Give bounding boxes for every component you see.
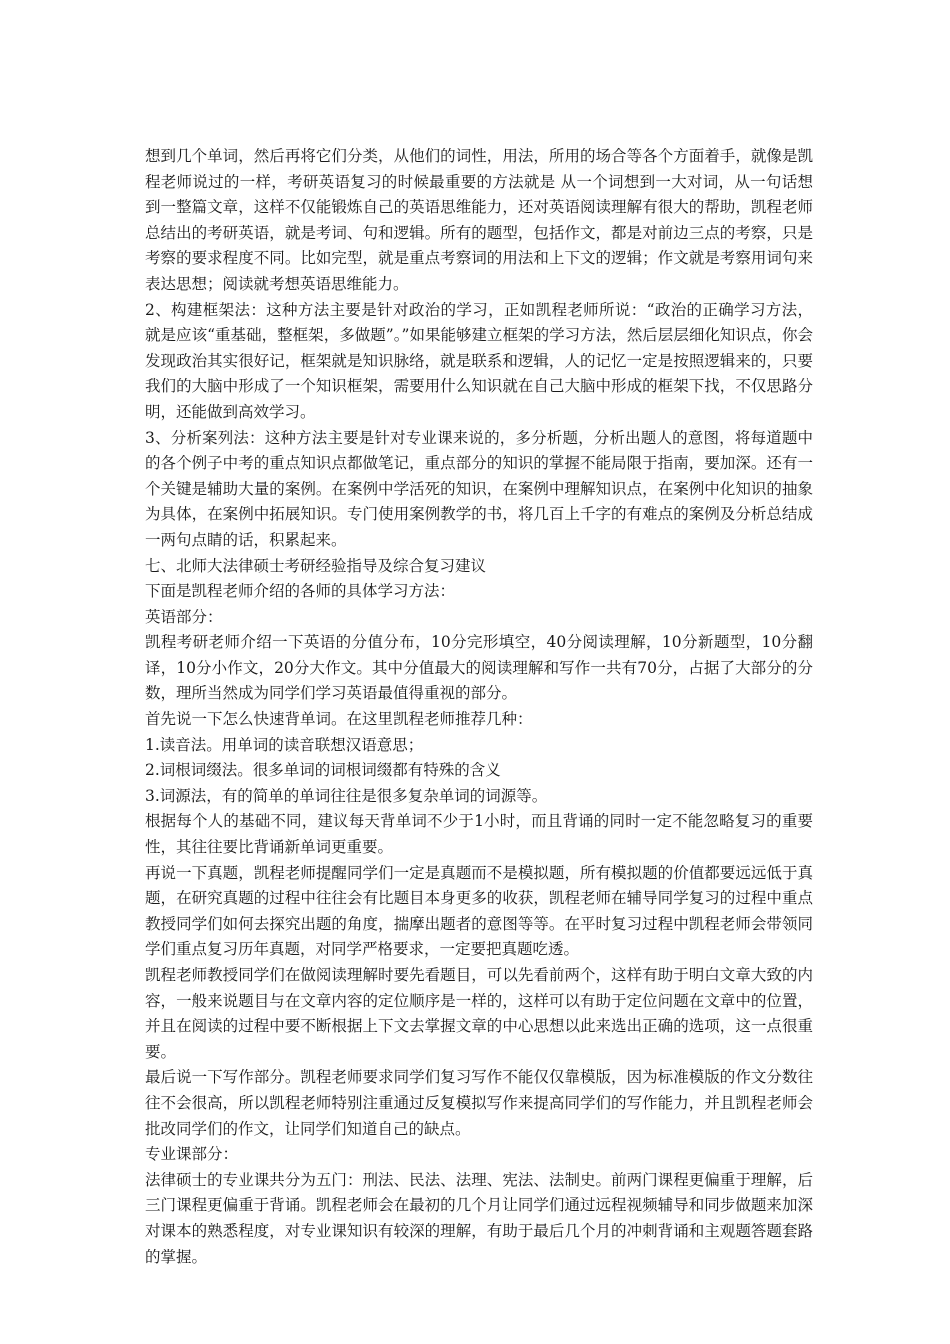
paragraph-english-vocab-method: 想到几个单词，然后再将它们分类，从他们的词性，用法，所用的场合等各个方面着手，就像是凯程老师说过的一样，考研英语复习的时候最重要的方法就是 从一个词想到一大对词，从一句话想到一整篇文章，这样不仅能锻炼自己的英语思维能力，还对英语阅读理解有很大的帮助，凯程老师总结出的考研英语，就是考词、句和逻辑。所有的题型，包括作文，都是对前边三点的考察，只是考察的要求程度不同。比如完型，就是重点考察词的用法和上下文的逻辑；作文就是考察用词句来表达思想；阅读就考想英语思维能力。 xyxy=(145,147,813,293)
list-item-etymology: 3.词源法，有的简单的单词往往是很多复杂单词的词源等。 xyxy=(145,786,548,805)
document-body xyxy=(145,144,813,1270)
section-heading: 七、北师大法律硕士考研经验指导及综合复习建议 xyxy=(145,556,487,575)
list-item-roots-affixes: 2.词根词缀法。很多单词的词根词缀都有特殊的含义 xyxy=(145,761,501,780)
paragraph-reading: 凯程老师教授同学们在做阅读理解时要先看题目，可以先看前两个，这样有助于明白文章大致的内容，一般来说题目与在文章内容的定位顺序是一样的，这样可以有助于定位问题在文章中的位置，并且在阅读的过程中要不断根据上下文去掌握文章的中心思想以此来选出正确的选项，这一点很重要。 xyxy=(145,966,813,1061)
list-item-pronunciation: 1.读音法。用单词的读音联想汉语意思； xyxy=(145,735,424,754)
paragraph-case-analysis-method: 3、分析案列法：这种方法主要是针对专业课来说的，多分析题，分析出题人的意图，将每道题中的各个例子中考的重点知识点都做笔记，重点部分的知识的掌握不能局限于指南，要加深。还有一个关键是辅助大量的案例。在案例中学活死的知识，在案例中理解知识点，在案例中化知识的抽象为具体，在案例中拓展知识。专门使用案例教学的书，将几百上千字的有难点的案例及分析总结成一两句点睛的话，积累起来。 xyxy=(145,428,813,549)
paragraph-writing: 最后说一下写作部分。凯程老师要求同学们复习写作不能仅仅靠模版，因为标准模版的作文分数往往不会很高，所以凯程老师特别注重通过反复模拟写作来提高同学们的写作能力，并且凯程老师会批改同学们的作文，让同学们知道自己的缺点。 xyxy=(145,1068,813,1138)
paragraph-framework-method: 2、构建框架法：这种方法主要是针对政治的学习，正如凯程老师所说：“政治的正确学习方法，就是应该“重基础，整框架，多做题”。”如果能够建立框架的学习方法，然后层层细化知识点，你会发现政治其实很好记，框架就是知识脉络，就是联系和逻辑，人的记忆一定是按照逻辑来的，只要我们的大脑中形成了一个知识框架，需要用什么知识就在自己大脑中形成的框架下找，不仅思路分明，还能做到高效学习。 xyxy=(145,300,813,421)
paragraph-daily-study: 根据每个人的基础不同，建议每天背单词不少于1小时，而且背诵的同时一定不能忽略复习的重要性，其往往要比背诵新单词更重要。 xyxy=(145,812,813,857)
subheading-english: 英语部分： xyxy=(145,607,223,626)
paragraph-english-scores: 凯程考研老师介绍一下英语的分值分布，10分完形填空，40分阅读理解，10分新题型，10分翻译，10分小作文，20分大作文。其中分值最大的阅读理解和写作一共有70分，占据了大部分的分数，理所当然成为同学们学习英语最值得重视的部分。 xyxy=(145,633,813,703)
subheading-major: 专业课部分： xyxy=(145,1145,239,1164)
paragraph-past-exams: 再说一下真题，凯程老师提醒同学们一定是真题而不是模拟题，所有模拟题的价值都要远远低于真题，在研究真题的过程中往往会有比题目本身更多的收获，凯程老师在辅导同学复习的过程中重点教授同学们如何去探究出题的角度，揣摩出题者的意图等等。在平时复习过程中凯程老师会带领同学们重点复习历年真题，对同学严格要求，一定要把真题吃透。 xyxy=(145,863,813,959)
paragraph-vocab-intro: 首先说一下怎么快速背单词。在这里凯程老师推荐几种： xyxy=(145,710,533,729)
paragraph-major-courses: 法律硕士的专业课共分为五门：刑法、民法、法理、宪法、法制史。前两门课程更偏重于理解，后三门课程更偏重于背诵。凯程老师会在最初的几个月让同学们通过远程视频辅导和同步做题来加深对课本的熟悉程度，对专业课知识有较深的理解，有助于最后几个月的冲刺背诵和主观题答题套路的掌握。 xyxy=(145,1170,813,1266)
paragraph-intro: 下面是凯程老师介绍的各师的具体学习方法： xyxy=(145,582,456,601)
